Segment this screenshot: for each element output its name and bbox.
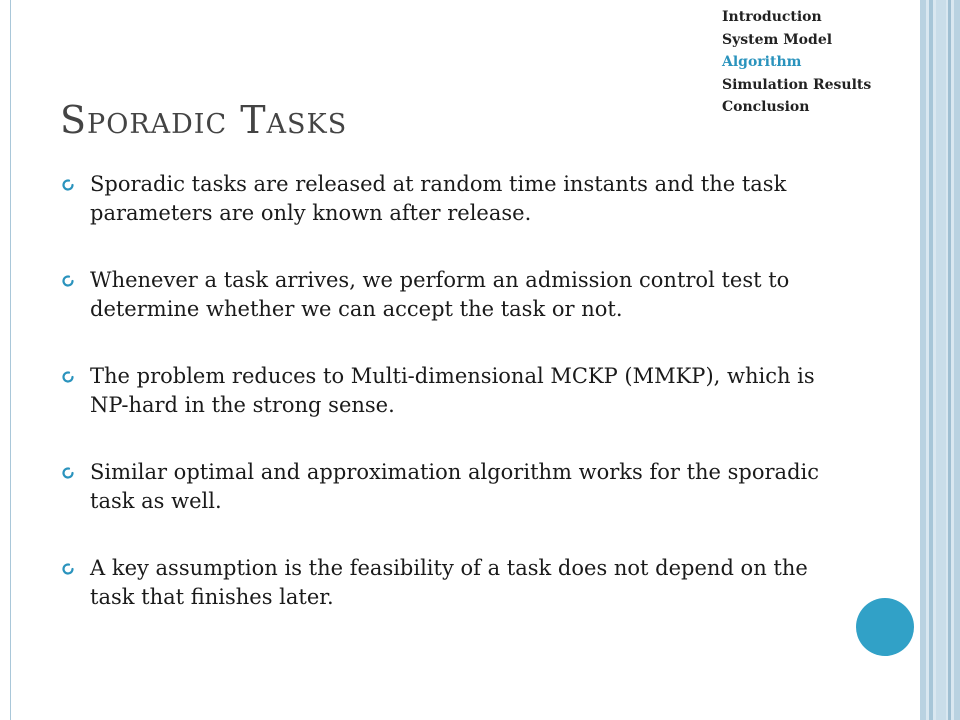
nav-item-system-model[interactable]: System Model [722, 31, 833, 48]
slide-title: Sporadic Tasks [60, 98, 348, 142]
left-border-line [10, 0, 11, 720]
decorative-circle [856, 598, 914, 656]
swirl-bullet-icon [60, 465, 76, 481]
bullet-text: Whenever a task arrives, we perform an admission control test to determine whether we can accept the task or not. [90, 268, 790, 321]
swirl-bullet-icon [60, 369, 76, 385]
bullet-item [60, 170, 830, 228]
bullet-item [60, 554, 830, 612]
swirl-bullet-icon [60, 273, 76, 289]
bullet-text: The problem reduces to Multi-dimensional MCKP (MMKP), which is NP-hard in the strong sense. [90, 364, 815, 417]
bullet-item [60, 266, 830, 324]
bullet-item [60, 362, 830, 420]
swirl-bullet-icon [60, 561, 76, 577]
nav-item-introduction[interactable]: Introduction [722, 9, 822, 25]
nav-item-algorithm[interactable]: Algorithm [722, 54, 802, 70]
swirl-bullet-icon [60, 177, 76, 193]
bullet-text: Sporadic tasks are released at random time instants and the task parameters are only known after release. [90, 172, 787, 225]
right-decorative-stripes [920, 0, 960, 720]
bullet-text: A key assumption is the feasibility of a task does not depend on the task that finishes later. [90, 556, 808, 609]
section-navigation [722, 6, 871, 119]
bullet-text: Similar optimal and approximation algorithm works for the sporadic task as well. [90, 460, 819, 513]
nav-item-simulation-results[interactable]: Simulation Results [722, 76, 872, 93]
bullet-list [60, 170, 830, 650]
bullet-item [60, 458, 830, 516]
nav-item-conclusion[interactable]: Conclusion [722, 99, 810, 115]
